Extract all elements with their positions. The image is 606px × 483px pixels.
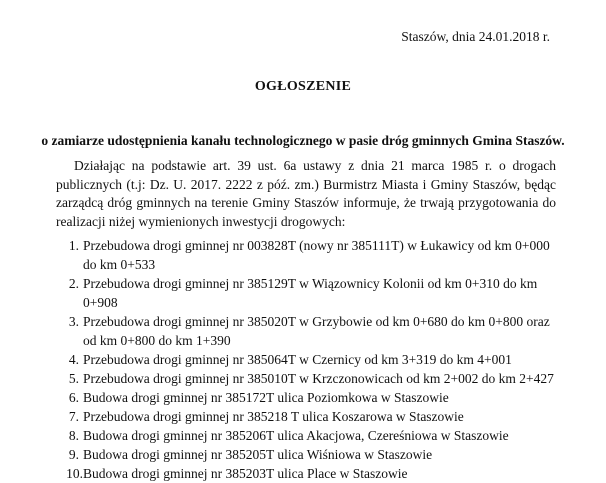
list-item-text: Przebudowa drogi gminnej nr 385020T w Grzybowie od km 0+680 do km 0+800 oraz od km 0+800 do km 1+390 [83, 314, 550, 348]
document-heading: OGŁOSZENIE [254, 79, 352, 94]
list-item [56, 312, 556, 350]
list-item-text: Przebudowa drogi gminnej nr 003828T (nowy nr 385111T) w Łukawicy od km 0+000 do km 0+533 [83, 238, 550, 272]
list-item-number: 9. [68, 447, 79, 462]
list-item [56, 464, 556, 483]
list-item-text: Przebudowa drogi gminnej nr 385010T w Krzczonowicach od km 2+002 do km 2+427 [83, 371, 554, 386]
list-item-text: Budowa drogi gminnej nr 385205T ulica Wiśniowa w Staszowie [83, 447, 433, 462]
list-item-text: Budowa drogi gminnej nr 385206T ulica Akacjowa, Czereśniowa w Staszowie [83, 428, 509, 443]
list-item-text: Przebudowa drogi gminnej nr 385129T w Wiązownicy Kolonii od km 0+310 do km 0+908 [83, 276, 538, 310]
document-subject: o zamiarze udostępnienia kanału technologicznego w pasie dróg gminnych Gmina Staszów. [41, 133, 565, 148]
date-line: Staszów, dnia 24.01.2018 r. [401, 29, 550, 44]
list-item [56, 445, 556, 464]
list-item-number: 2. [68, 276, 79, 291]
list-item-number: 5. [68, 371, 79, 386]
list-item [56, 388, 556, 407]
list-item [56, 369, 556, 388]
list-item [56, 236, 556, 274]
intro-paragraph: Działając na podstawie art. 39 ust. 6a ustawy z dnia 21 marca 1985 r. o drogach publicznych (t.j: Dz. U. 2017. 2222 z póź. zm.) Burmistrz Miasta i Gminy Staszów, będąc zarządcą dróg gminnych na terenie Gminy Staszów informuje, że trwają przygotowania do realizacji niżej wymienionych inwestycji drogowych: [56, 158, 556, 229]
list-item [56, 274, 556, 312]
list-item-number: 1. [68, 238, 79, 253]
list-item-number: 10. [66, 466, 83, 481]
list-item-text: Przebudowa drogi gminnej nr 385218 T ulica Koszarowa w Staszowie [83, 409, 464, 424]
list-item-number: 4. [68, 352, 79, 367]
list-item [56, 407, 556, 426]
list-item-text: Budowa drogi gminnej nr 385203T ulica Place w Staszowie [83, 466, 408, 481]
list-item-number: 8. [68, 428, 79, 443]
list-item [56, 350, 556, 369]
list-item-text: Budowa drogi gminnej nr 385172T ulica Poziomkowa w Staszowie [83, 390, 449, 405]
list-item-text: Przebudowa drogi gminnej nr 385064T w Czernicy od km 3+319 do km 4+001 [83, 352, 512, 367]
list-item [56, 426, 556, 445]
list-item-number: 3. [68, 314, 79, 329]
list-item-number: 6. [68, 390, 79, 405]
investment-list [56, 236, 556, 483]
list-item-number: 7. [68, 409, 79, 424]
